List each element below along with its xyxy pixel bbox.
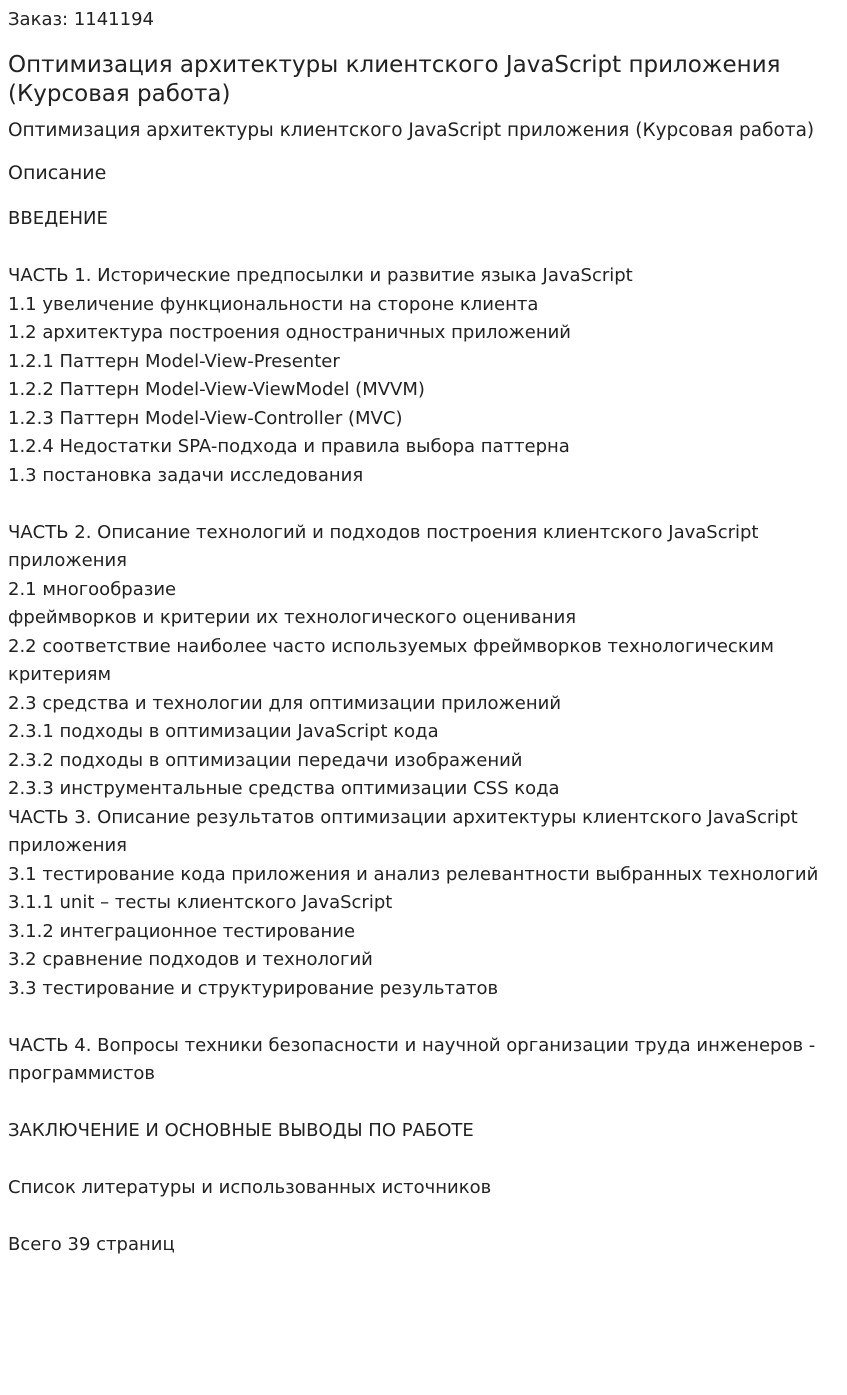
toc-section-2-1: 2.1 многообразие: [8, 578, 177, 600]
toc-section-2-2: 2.2 соответствие наиболее часто используемых фреймворков технологическим критериям: [8, 635, 774, 685]
toc-section-2-3: 2.3 средства и технологии для оптимизации приложений: [8, 692, 562, 714]
toc-section-1-2: 1.2 архитектура построения одностраничных приложений: [8, 322, 571, 343]
spacer: [8, 1089, 839, 1118]
description-heading: Описание: [8, 162, 107, 184]
page-count: Всего 39 страниц: [8, 1234, 175, 1255]
toc-part-2: ЧАСТЬ 2. Описание технологий и подходов построения клиентского JavaScript приложения: [8, 521, 759, 571]
toc-section-2-3-1: 2.3.1 подходы в оптимизации JavaScript кода: [8, 721, 439, 742]
table-of-contents: [8, 205, 839, 1260]
page-title: Оптимизация архитектуры клиентского JavaScript приложения (Курсовая работа): [8, 52, 781, 107]
toc-section-1-2-2: 1.2.2 Паттерн Model-View-ViewModel (MVVM): [8, 379, 425, 400]
toc-section-2-3-2: 2.3.2 подходы в оптимизации передачи изображений: [8, 749, 523, 771]
toc-section-1-2-4: 1.2.4 Недостатки SPA-подхода и правила выбора паттерна: [8, 436, 570, 457]
toc-section-3-1: 3.1 тестирование кода приложения и анализ релевантности выбранных технологий: [8, 863, 819, 885]
toc-section-3-1-2: 3.1.2 интеграционное тестирование: [8, 920, 356, 942]
toc-section-1-1: 1.1 увеличение функциональности на стороне клиента: [8, 293, 539, 315]
spacer: [8, 1003, 839, 1032]
toc-part-1: ЧАСТЬ 1. Исторические предпосылки и развитие языка JavaScript: [8, 265, 633, 286]
toc-section-3-1-1: 3.1.1 unit – тесты клиентского JavaScript: [8, 892, 393, 913]
spacer: [8, 1146, 839, 1175]
toc-section-2-3-3: 2.3.3 инструментальные средства оптимизации CSS кода: [8, 778, 560, 799]
spacer: [8, 1203, 839, 1232]
order-number: Заказ: 1141194: [8, 9, 154, 30]
toc-section-1-3: 1.3 постановка задачи исследования: [8, 464, 364, 486]
page-subtitle: Оптимизация архитектуры клиентского JavaScript приложения (Курсовая работа): [8, 120, 815, 141]
toc-section-2-1-cont: фреймворков и критерии их технологического оценивания: [8, 607, 577, 628]
toc-conclusion: ЗАКЛЮЧЕНИЕ И ОСНОВНЫЕ ВЫВОДЫ ПО РАБОТЕ: [8, 1120, 474, 1141]
spacer: [8, 234, 839, 263]
toc-intro: ВВЕДЕНИЕ: [8, 208, 108, 229]
toc-section-1-2-1: 1.2.1 Паттерн Model-View-Presenter: [8, 350, 340, 372]
toc-references: Список литературы и использованных источников: [8, 1177, 492, 1198]
spacer: [8, 490, 839, 519]
toc-section-3-2: 3.2 сравнение подходов и технологий: [8, 949, 373, 970]
toc-section-1-2-3: 1.2.3 Паттерн Model-View-Controller (MVC): [8, 407, 403, 429]
toc-part-3: ЧАСТЬ 3. Описание результатов оптимизации архитектуры клиентского JavaScript приложения: [8, 806, 798, 856]
toc-section-3-3: 3.3 тестирование и структурирование результатов: [8, 977, 499, 999]
toc-part-4: ЧАСТЬ 4. Вопросы техники безопасности и научной организации труда инженеров - программистов: [8, 1034, 816, 1084]
